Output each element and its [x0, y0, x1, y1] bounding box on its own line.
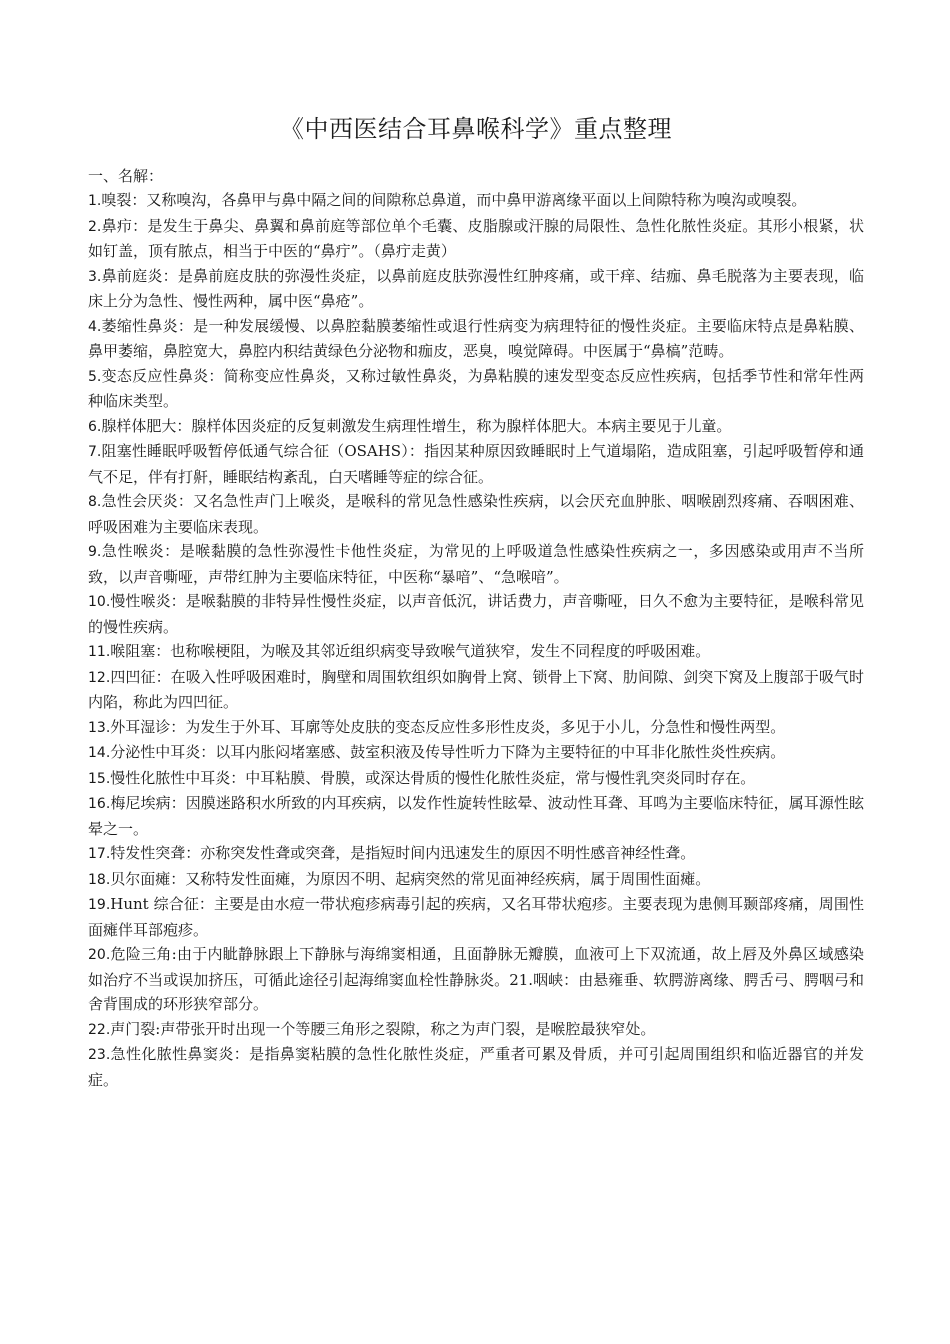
entry-number: 19.	[88, 897, 111, 913]
definition-entry-3	[88, 264, 864, 314]
entry-text: 外耳湿诊：为发生于外耳、耳廓等处皮肤的变态反应性多形性皮炎，多见于小儿，分急性和慢性两型。	[110, 717, 786, 736]
entry-number: 1.	[88, 193, 102, 209]
entry-number: 15.	[88, 770, 111, 787]
definition-entry-6	[88, 414, 864, 440]
entry-text: 嗅裂：又称嗅沟，各鼻甲与鼻中隔之间的间隙称总鼻道，而中鼻甲游离缘平面以上间隙特称为嗅沟或嗅裂。	[101, 191, 807, 209]
entry-text: 阻塞性睡眠呼吸暂停低通气综合征（OSAHS）：指因某种原因致睡眠时上气道塌陷，造成阻塞，引起呼吸暂停和通气不足，伴有打鼾，睡眠结构紊乱，白天嗜睡等症的综合征。	[88, 442, 864, 486]
document-title: 《中西医结合耳鼻喉科学》重点整理	[280, 115, 672, 143]
entry-number: 7.	[88, 444, 102, 460]
entry-number: 2.	[88, 218, 102, 235]
entry-text: 慢性喉炎：是喉黏膜的非特异性慢性炎症，以声音低沉，讲话费力，声音嘶哑，日久不愈为主要特征，是喉科常见的慢性疾病。	[88, 592, 864, 636]
definition-entry-14	[88, 740, 864, 766]
entry-number: 5.	[88, 368, 102, 385]
entry-text: 梅尼埃病：因膜迷路积水所致的内耳疾病，以发作性旋转性眩晕、波动性耳聋、耳鸣为主要临床特征，属耳源性眩晕之一。	[88, 794, 864, 838]
definition-entry-18	[88, 867, 864, 893]
document-page	[88, 112, 864, 1092]
entry-number: 16.	[88, 796, 111, 812]
definition-entry-19	[88, 892, 864, 942]
entry-number: 4.	[88, 318, 102, 335]
entry-text: 分泌性中耳炎：以耳内胀闷堵塞感、鼓室积液及传导性听力下降为主要特征的中耳非化脓性炎性疾病。	[110, 743, 786, 761]
entry-number: 8.	[88, 494, 102, 510]
definition-entry-23	[88, 1042, 864, 1092]
definition-entry-20	[88, 942, 864, 1017]
definition-entry-13	[88, 715, 864, 741]
definition-entry-9	[88, 539, 864, 589]
definition-entry-7	[88, 439, 864, 489]
entry-number: 23.	[88, 1047, 111, 1063]
definition-entry-16	[88, 791, 864, 841]
definition-entry-1	[88, 188, 864, 214]
entry-text: 鼻前庭炎：是鼻前庭皮肤的弥漫性炎症，以鼻前庭皮肤弥漫性红肿疼痛，或干痒、结痂、鼻毛脱落为主要表现，临床上分为急性、慢性两种，属中医“鼻疮”。	[88, 266, 864, 310]
entry-text: 特发性突聋：亦称突发性聋或突聋，是指短时间内迅速发生的原因不明性感音神经性聋。	[110, 844, 696, 862]
entry-text: 急性喉炎：是喉黏膜的急性弥漫性卡他性炎症，为常见的上呼吸道急性感染性疾病之一，多因感染或用声不当所致，以声音嘶哑，声带红肿为主要临床特征，中医称“暴喑”、“急喉喑”。	[88, 542, 864, 586]
entry-text: 喉阻塞：也称喉梗阻，为喉及其邻近组织病变导致喉气道狭窄，发生不同程度的呼吸困难。	[110, 642, 711, 660]
definition-list	[88, 188, 864, 1092]
entry-number: 22.	[88, 1021, 111, 1038]
entry-text: 变态反应性鼻炎：简称变应性鼻炎，又称过敏性鼻炎，为鼻粘膜的速发型变态反应性疾病，包括季节性和常年性两种临床类型。	[88, 366, 864, 410]
entry-number: 9.	[88, 544, 102, 560]
definition-entry-11	[88, 639, 864, 665]
definition-entry-12	[88, 665, 864, 715]
entry-text: 腺样体肥大：腺样体因炎症的反复刺激发生病理性增生，称为腺样体肥大。本病主要见于儿童。	[101, 416, 732, 435]
entry-text: 贝尔面瘫：又称特发性面瘫，为原因不明、起病突然的常见面神经疾病，属于周围性面瘫。	[110, 869, 711, 888]
section-heading: 一、名解：	[88, 167, 164, 185]
entry-number: 10.	[88, 594, 111, 610]
entry-text: 急性化脓性鼻窦炎：是指鼻窦粘膜的急性化脓性炎症，严重者可累及骨质，并可引起周围组织和临近器官的并发症。	[88, 1045, 864, 1089]
entry-number: 17.	[88, 846, 111, 862]
entry-number: 20.	[88, 947, 111, 963]
entry-text: 鼻疖：是发生于鼻尖、鼻翼和鼻前庭等部位单个毛囊、皮脂腺或汗腺的局限性、急性化脓性炎症。其形小根紧，状如钉盖，顶有脓点，相当于中医的“鼻疔”。（鼻疔走黄）	[88, 216, 864, 260]
entry-number: 13.	[88, 719, 111, 736]
entry-text: 急性会厌炎：又名急性声门上喉炎，是喉科的常见急性感染性疾病，以会厌充血肿胀、咽喉剧烈疼痛、吞咽困难、呼吸困难为主要临床表现。	[88, 492, 864, 536]
entry-text: 声门裂:声带张开时出现一个等腰三角形之裂隙，称之为声门裂，是喉腔最狭窄处。	[110, 1019, 656, 1038]
definition-entry-17	[88, 841, 864, 867]
entry-text: Hunt 综合征：主要是由水痘一带状疱疹病毒引起的疾病，又名耳带状疱疹。主要表现为患侧耳颞部疼痛，周围性面瘫伴耳部疱疹。	[88, 895, 864, 939]
definition-entry-8	[88, 489, 864, 539]
entry-text: 慢性化脓性中耳炎：中耳粘膜、骨膜，或深达骨质的慢性化脓性炎症，常与慢性乳突炎同时存在。	[110, 768, 756, 787]
entry-text: 萎缩性鼻炎：是一种发展缓慢、以鼻腔黏膜萎缩性或退行性病变为病理特征的慢性炎症。主要临床特点是鼻粘膜、鼻甲萎缩，鼻腔宽大，鼻腔内积结黄绿色分泌物和痂皮，恶臭，嗅觉障碍。中医属于“鼻槁”范畴。	[88, 316, 864, 360]
definition-entry-5	[88, 364, 864, 414]
entry-number: 18.	[88, 871, 111, 888]
entry-number: 14.	[88, 745, 111, 761]
entry-number: 11.	[88, 644, 111, 660]
entry-number: 12.	[88, 669, 111, 686]
definition-entry-10	[88, 589, 864, 639]
entry-text: 四凹征：在吸入性呼吸困难时，胸壁和周围软组织如胸骨上窝、锁骨上下窝、肋间隙、剑突下窝及上腹部于吸气时内陷，称此为四凹征。	[88, 667, 864, 711]
definition-entry-15	[88, 766, 864, 792]
definition-entry-4	[88, 314, 864, 364]
entry-text: 危险三角:由于内眦静脉跟上下静脉与海绵窦相通，且面静脉无瓣膜，血液可上下双流通，故上唇及外鼻区域感染如治疗不当或误加挤压，可循此途径引起海绵窦血栓性静脉炎。21.咽峡：由悬雍垂、软腭游离缘、腭舌弓、腭咽弓和舍背围成的环形狭窄部分。	[88, 945, 864, 1013]
definition-entry-2	[88, 214, 864, 264]
entry-number: 3.	[88, 268, 102, 285]
definition-entry-22	[88, 1017, 864, 1043]
entry-number: 6.	[88, 418, 102, 435]
